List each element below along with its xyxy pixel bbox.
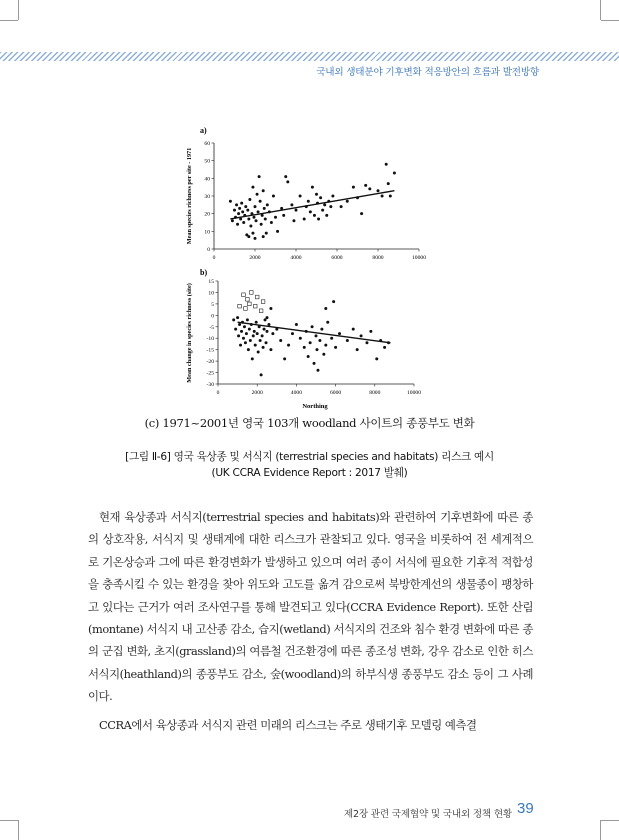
data-point-open [248,302,252,306]
data-point [324,307,327,310]
data-point [295,323,298,326]
data-point [269,307,272,310]
trend-line-a [230,191,394,219]
data-point [262,346,265,349]
panel-label-b: b) [200,268,208,277]
data-point [259,200,262,203]
data-point [258,175,261,178]
data-point [330,337,333,340]
data-point [256,332,259,335]
data-point [360,212,363,215]
data-point [260,373,263,376]
data-point [244,341,247,344]
data-point [247,235,250,238]
data-point [346,339,349,342]
data-point [279,339,282,342]
data-point [249,339,252,342]
data-point [264,318,267,321]
data-point [260,223,263,226]
data-point [313,214,316,217]
x-tick-label: 6000 [331,255,343,261]
data-point [254,205,257,208]
scatter-points-a [229,163,396,240]
data-point [319,196,322,199]
data-point [311,325,314,328]
x-tick-label: 10000 [412,255,426,261]
data-point [356,348,359,351]
data-point [240,330,243,333]
x-tick-label: 6000 [330,390,342,396]
data-point [255,321,258,324]
data-point [365,341,368,344]
data-point [332,300,335,303]
data-point [334,346,337,349]
data-point [295,209,298,212]
data-point [315,348,318,351]
data-point-open [242,293,246,297]
data-point [254,344,257,347]
data-point [274,216,277,219]
data-point [331,195,334,198]
y-tick-label: 30 [204,194,210,200]
data-point [247,348,250,351]
data-point [243,325,246,328]
data-point [326,321,329,324]
data-point [253,330,256,333]
data-point [272,195,275,198]
y-tick-label: -10 [206,336,214,343]
data-point [340,205,343,208]
data-point [236,316,239,319]
data-point [307,200,310,203]
data-point [244,205,247,208]
paragraph: CCRA에서 육상종과 서식지 관련 미래의 리스크는 주로 생태기후 모델링 예측결 [99,717,477,732]
data-point [320,328,323,331]
data-point [286,180,289,183]
y-tick-label: 10 [208,290,214,297]
data-point [246,318,249,321]
data-point-open [253,304,257,308]
data-point [245,332,248,335]
data-point-open [255,295,259,299]
data-point [276,230,279,233]
data-point [292,219,295,222]
data-point [291,332,294,335]
scatter-points-b [232,291,390,377]
running-title: 국내외 생태분야 기후변화 적응방안의 흐름과 발전방향 [316,67,539,78]
body-text [88,506,533,736]
data-point [267,323,270,326]
data-point [266,203,269,206]
data-point [256,193,259,196]
data-point [238,323,241,326]
data-point [325,214,328,217]
data-point [324,344,327,347]
y-tick-label: 5 [211,301,214,308]
data-point [251,357,254,360]
data-point [283,357,286,360]
data-point [290,203,293,206]
data-point [299,195,302,198]
data-point [307,355,310,358]
y-tick-label: 40 [204,176,210,183]
data-point [257,210,260,213]
data-point [263,328,266,331]
data-point [377,189,380,192]
data-point [262,235,265,238]
data-point [385,163,388,166]
y-axis-label-b: Mean change in species richness (site) [186,283,193,383]
data-point [241,210,244,213]
y-tick-label: 20 [204,211,210,218]
x-tick-label: 10000 [407,390,421,396]
data-point [247,217,250,220]
data-point [315,193,318,196]
data-point [368,187,371,190]
data-point [255,219,258,222]
data-point [240,202,243,205]
x-tick-label: 2000 [249,255,261,261]
figure-subcaption: (c) 1971~2001년 영국 103개 woodland 사이트의 종풍부도 변화 [144,416,475,430]
data-point [254,237,257,240]
data-point [393,172,396,175]
data-point [317,217,320,220]
data-point [315,334,318,337]
data-point [389,195,392,198]
data-point [266,330,269,333]
data-point [266,316,269,319]
panel-label-a: a) [200,126,207,135]
data-point [318,339,321,342]
data-point [248,328,251,331]
data-point [299,337,302,340]
data-point [251,186,254,189]
chart-panel-a [186,126,426,261]
data-point [264,217,267,220]
data-point-open [250,291,254,295]
data-point [263,207,266,210]
data-point [229,200,232,203]
data-point [352,186,355,189]
data-point [249,225,252,228]
data-point [381,195,384,198]
chart-panel-b [186,268,421,410]
y-tick-label: 15 [208,279,214,285]
y-axis-label-a: Mean species richness per site - 1971 [186,147,193,245]
data-point [284,175,287,178]
data-point [261,214,264,217]
figure-source: (UK CCRA Evidence Report : 2017 발췌) [211,467,408,479]
x-tick-label: 8000 [369,390,381,396]
x-tick-label: 0 [216,390,220,396]
data-point [236,223,239,226]
y-tick-label: 50 [204,158,210,165]
data-point [282,214,285,217]
data-point [265,341,268,344]
data-point [237,334,240,337]
y-tick-label: -15 [206,347,214,354]
data-point [242,337,245,340]
x-tick-label: 0 [212,255,216,261]
data-point [232,318,235,321]
data-point [231,219,234,222]
crop-mark [601,820,619,821]
crop-mark [0,820,18,821]
data-point [239,344,242,347]
data-point [360,334,363,337]
data-point [252,216,255,219]
data-point [257,350,260,353]
data-point-open [246,298,250,302]
data-point [323,203,326,206]
data-point [311,186,314,189]
crop-mark [18,820,19,840]
data-point [287,344,290,347]
paragraph: 현재 육상종과 서식지(terrestrial species and habitats)와 관련하여 기후변화에 따른 종의 상호작용, 서식지 및 생태계에 대한 리스크가 관찰되고 있다. 영국을 비롯하여 전 세계적으로 기온상승과 그에 따른 환경변화가 발생하고 있으며 여러 종이 서식에 필요한 기후적 적합성을 충족시킬 수 있는 환경을 찾아 위도와 고도를 옮겨 감으로써 북방한계선의 생물종이 팽창하고 있다는 근거가 여러 조사연구를 통해 발견되고 있다(CCRA Evidence Report). 또한 산림(montane) 서식지 내 고산종 감소, 습지(wetland) 서식지의 건조와 침수 환경 변화에 따른 종의 군집 변화, 초지(grassland)의 여름철 건조환경에 따른 종조성 변화, 강우 감소로 인한 히스서식지(heathland)의 종풍부도 감소, 숲(woodland)의 하부식생 종풍부도 감소 등이 그 사례이다. [88,510,533,704]
data-point [246,209,249,212]
data-point [383,346,386,349]
data-point [271,332,274,335]
data-point [265,232,268,235]
y-tick-label: 60 [204,141,210,147]
data-point [242,221,245,224]
data-point [252,334,255,337]
data-point [234,328,237,331]
data-point-open [238,304,242,308]
y-tick-label: -25 [206,370,214,377]
data-point [309,210,312,213]
x-tick-label: 2000 [251,390,263,396]
data-point [233,209,236,212]
data-point [321,209,324,212]
x-tick-label: 4000 [290,255,302,261]
data-point [303,346,306,349]
data-point [387,182,390,185]
x-axis-label-b: Northing [302,403,328,410]
figure-title: [그림 Ⅱ-6] 영국 육상종 및 서식지 (terrestrial species and habitats) 리스크 예시 [125,451,494,463]
tick-labels-b [207,279,422,396]
y-tick-label: -30 [206,382,214,388]
tick-labels-a [204,141,426,261]
data-point [269,348,272,351]
data-point [316,369,319,372]
y-tick-label: -20 [206,359,214,366]
data-point-open [259,309,263,313]
data-point [322,353,325,356]
x-tick-label: 4000 [290,390,302,396]
y-tick-label: 0 [211,313,214,320]
data-point-open [244,307,248,311]
data-point [238,207,241,210]
data-point [259,339,262,342]
data-point [352,328,355,331]
crop-mark [600,820,601,840]
data-point-open [261,300,265,304]
data-point [303,217,306,220]
data-point [369,330,372,333]
data-point [261,334,264,337]
y-tick-label: -5 [209,324,214,331]
footer-chapter-title: 제2장 관련 국제협약 및 국내외 정책 현황 [343,809,512,820]
data-point [338,332,341,335]
data-point [364,184,367,187]
data-point [270,221,273,224]
data-point [375,357,378,360]
data-point [235,203,238,206]
data-point [248,198,251,201]
data-point [237,212,240,215]
page-number: 39 [517,800,534,817]
data-point [313,362,316,365]
x-tick-label: 8000 [372,255,384,261]
data-point [346,200,349,203]
data-point [329,205,332,208]
data-point [251,232,254,235]
y-tick-label: 10 [204,229,210,236]
data-point [262,189,265,192]
axes-a [212,143,420,252]
data-point [309,341,312,344]
y-tick-label: 0 [207,247,210,253]
